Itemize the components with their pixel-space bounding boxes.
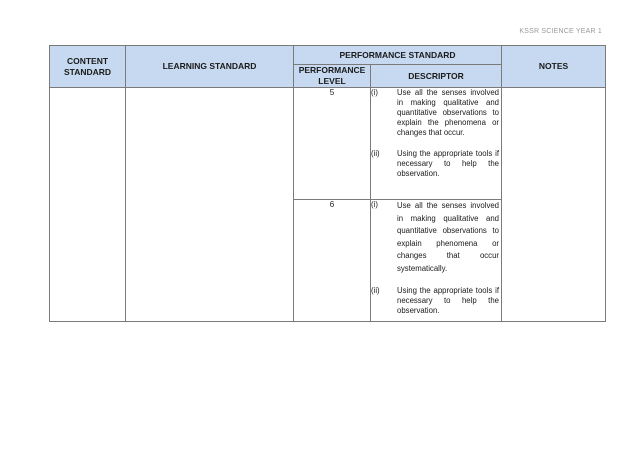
notes-cell [502,88,606,322]
table-row [50,88,606,200]
performance-level-cell: 6 [294,200,371,322]
running-header: KSSR SCIENCE YEAR 1 [519,28,602,35]
descriptor-text: Use all the senses involved in making qualitative and quantitative observations to explain the phenomena or changes that occur. [397,88,500,137]
header-descriptor: DESCRIPTOR [371,65,502,88]
descriptor-item [371,88,501,138]
descriptor-text: Using the appropriate tools if necessary to help the observation. [397,286,500,315]
standards-table [49,45,606,322]
header-learning-standard: LEARNING STANDARD [126,46,294,88]
descriptor-item [371,149,501,179]
header-content-standard: CONTENT STANDARD [50,46,126,88]
header-performance-level: PERFORMANCE LEVEL [294,65,371,88]
descriptor-cell [371,200,502,322]
header-notes: NOTES [502,46,606,88]
header-performance-standard: PERFORMANCE STANDARD [294,46,502,65]
descriptor-number: (i) [371,88,378,97]
descriptor-text: Using the appropriate tools if necessary to help the observation. [397,149,500,178]
descriptor-number: (ii) [371,286,380,295]
descriptor-cell [371,88,502,200]
performance-level-cell: 5 [294,88,371,200]
descriptor-number: (ii) [371,149,380,158]
learning-standard-cell [126,88,294,322]
content-standard-cell [50,88,126,322]
descriptor-text: Use all the senses involved in making qualitative and quantitative observations to explain phenomena or changes that occur systematically. [397,201,500,273]
descriptor-item [371,286,501,316]
descriptor-item [371,200,501,275]
descriptor-number: (i) [371,200,378,209]
